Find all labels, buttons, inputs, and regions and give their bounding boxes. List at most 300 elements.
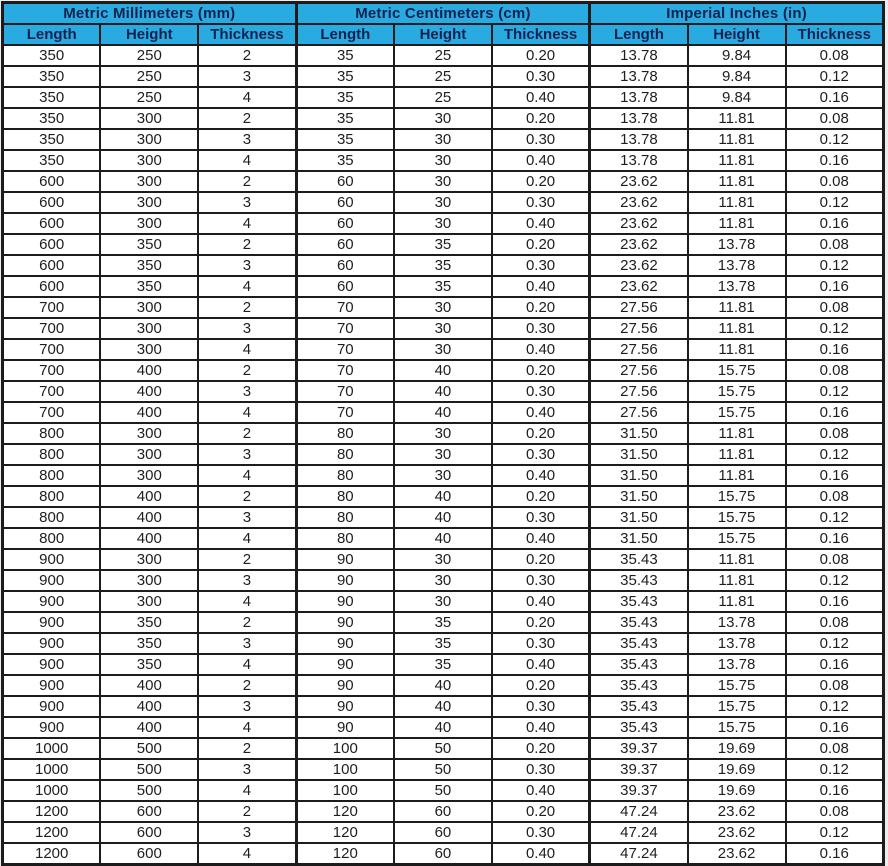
cell-in-thickness: 0.08 bbox=[786, 108, 884, 129]
table-row bbox=[3, 696, 884, 717]
cell-cm-thickness: 0.20 bbox=[492, 486, 590, 507]
cell-mm-length: 800 bbox=[3, 528, 101, 549]
cell-cm-length: 90 bbox=[296, 549, 394, 570]
column-header-in-length: Length bbox=[590, 24, 688, 45]
cell-in-length: 27.56 bbox=[590, 297, 688, 318]
cell-in-height: 9.84 bbox=[688, 45, 786, 66]
cell-in-thickness: 0.12 bbox=[786, 570, 884, 591]
cell-cm-thickness: 0.20 bbox=[492, 234, 590, 255]
cell-in-thickness: 0.12 bbox=[786, 318, 884, 339]
cell-cm-length: 80 bbox=[296, 444, 394, 465]
cell-in-thickness: 0.08 bbox=[786, 801, 884, 822]
cell-mm-length: 700 bbox=[3, 402, 101, 423]
cell-mm-length: 600 bbox=[3, 234, 101, 255]
cell-cm-height: 35 bbox=[394, 654, 492, 675]
cell-in-thickness: 0.08 bbox=[786, 549, 884, 570]
group-header-row bbox=[3, 3, 884, 25]
cell-in-thickness: 0.16 bbox=[786, 339, 884, 360]
cell-cm-thickness: 0.40 bbox=[492, 843, 590, 865]
table-row bbox=[3, 45, 884, 66]
cell-mm-height: 250 bbox=[100, 66, 198, 87]
cell-mm-thickness: 3 bbox=[198, 66, 296, 87]
cell-in-height: 13.78 bbox=[688, 276, 786, 297]
cell-cm-thickness: 0.30 bbox=[492, 444, 590, 465]
cell-cm-height: 50 bbox=[394, 738, 492, 759]
cell-in-height: 13.78 bbox=[688, 255, 786, 276]
table-row bbox=[3, 759, 884, 780]
cell-mm-height: 350 bbox=[100, 612, 198, 633]
cell-mm-thickness: 2 bbox=[198, 612, 296, 633]
cell-mm-height: 300 bbox=[100, 423, 198, 444]
column-header-in-thickness: Thickness bbox=[786, 24, 884, 45]
cell-cm-height: 30 bbox=[394, 591, 492, 612]
cell-mm-thickness: 2 bbox=[198, 297, 296, 318]
cell-in-length: 47.24 bbox=[590, 822, 688, 843]
cell-cm-length: 60 bbox=[296, 276, 394, 297]
cell-in-thickness: 0.12 bbox=[786, 255, 884, 276]
cell-mm-height: 350 bbox=[100, 255, 198, 276]
cell-in-length: 23.62 bbox=[590, 192, 688, 213]
cell-mm-length: 1200 bbox=[3, 822, 101, 843]
cell-cm-length: 70 bbox=[296, 318, 394, 339]
cell-cm-thickness: 0.20 bbox=[492, 108, 590, 129]
cell-mm-thickness: 3 bbox=[198, 444, 296, 465]
cell-in-height: 11.81 bbox=[688, 339, 786, 360]
cell-cm-thickness: 0.20 bbox=[492, 423, 590, 444]
cell-in-length: 27.56 bbox=[590, 318, 688, 339]
cell-cm-thickness: 0.40 bbox=[492, 654, 590, 675]
cell-in-height: 23.62 bbox=[688, 822, 786, 843]
cell-cm-length: 90 bbox=[296, 591, 394, 612]
cell-in-height: 15.75 bbox=[688, 507, 786, 528]
table-row bbox=[3, 717, 884, 738]
cell-mm-height: 300 bbox=[100, 297, 198, 318]
table-row bbox=[3, 87, 884, 108]
cell-in-height: 11.81 bbox=[688, 297, 786, 318]
cell-cm-thickness: 0.20 bbox=[492, 738, 590, 759]
cell-in-height: 23.62 bbox=[688, 801, 786, 822]
cell-cm-thickness: 0.30 bbox=[492, 192, 590, 213]
cell-in-length: 13.78 bbox=[590, 129, 688, 150]
cell-mm-thickness: 2 bbox=[198, 549, 296, 570]
cell-mm-height: 350 bbox=[100, 633, 198, 654]
table-row bbox=[3, 150, 884, 171]
cell-cm-length: 70 bbox=[296, 339, 394, 360]
cell-in-thickness: 0.16 bbox=[786, 213, 884, 234]
cell-mm-thickness: 4 bbox=[198, 213, 296, 234]
cell-mm-height: 300 bbox=[100, 108, 198, 129]
table-row bbox=[3, 465, 884, 486]
cell-mm-length: 350 bbox=[3, 129, 101, 150]
cell-in-thickness: 0.12 bbox=[786, 444, 884, 465]
cell-mm-thickness: 4 bbox=[198, 402, 296, 423]
cell-in-length: 23.62 bbox=[590, 234, 688, 255]
cell-in-thickness: 0.08 bbox=[786, 45, 884, 66]
column-header-cm-height: Height bbox=[394, 24, 492, 45]
cell-in-height: 11.81 bbox=[688, 171, 786, 192]
cell-cm-height: 30 bbox=[394, 171, 492, 192]
cell-mm-height: 600 bbox=[100, 843, 198, 865]
cell-mm-length: 350 bbox=[3, 150, 101, 171]
cell-cm-height: 40 bbox=[394, 360, 492, 381]
cell-in-height: 11.81 bbox=[688, 444, 786, 465]
cell-mm-length: 900 bbox=[3, 717, 101, 738]
cell-cm-thickness: 0.40 bbox=[492, 213, 590, 234]
cell-cm-height: 30 bbox=[394, 549, 492, 570]
cell-cm-length: 70 bbox=[296, 402, 394, 423]
cell-mm-length: 700 bbox=[3, 339, 101, 360]
cell-in-thickness: 0.12 bbox=[786, 759, 884, 780]
cell-mm-thickness: 4 bbox=[198, 528, 296, 549]
cell-mm-length: 600 bbox=[3, 192, 101, 213]
table-row bbox=[3, 444, 884, 465]
cell-mm-thickness: 4 bbox=[198, 339, 296, 360]
cell-cm-height: 30 bbox=[394, 108, 492, 129]
table-row bbox=[3, 486, 884, 507]
cell-cm-thickness: 0.40 bbox=[492, 528, 590, 549]
cell-mm-length: 900 bbox=[3, 675, 101, 696]
cell-in-thickness: 0.12 bbox=[786, 192, 884, 213]
cell-mm-thickness: 4 bbox=[198, 465, 296, 486]
cell-mm-thickness: 2 bbox=[198, 171, 296, 192]
cell-in-length: 23.62 bbox=[590, 276, 688, 297]
cell-mm-thickness: 2 bbox=[198, 423, 296, 444]
table-header bbox=[3, 3, 884, 46]
cell-cm-thickness: 0.40 bbox=[492, 339, 590, 360]
cell-mm-thickness: 4 bbox=[198, 150, 296, 171]
cell-cm-thickness: 0.30 bbox=[492, 66, 590, 87]
cell-mm-thickness: 3 bbox=[198, 633, 296, 654]
cell-in-length: 13.78 bbox=[590, 108, 688, 129]
cell-in-thickness: 0.16 bbox=[786, 528, 884, 549]
cell-cm-height: 35 bbox=[394, 234, 492, 255]
cell-cm-length: 90 bbox=[296, 633, 394, 654]
cell-cm-thickness: 0.20 bbox=[492, 171, 590, 192]
cell-mm-height: 300 bbox=[100, 465, 198, 486]
cell-in-thickness: 0.16 bbox=[786, 591, 884, 612]
table-row bbox=[3, 192, 884, 213]
cell-mm-height: 400 bbox=[100, 528, 198, 549]
cell-mm-height: 300 bbox=[100, 192, 198, 213]
cell-cm-length: 80 bbox=[296, 465, 394, 486]
cell-cm-length: 60 bbox=[296, 234, 394, 255]
cell-cm-length: 60 bbox=[296, 213, 394, 234]
column-header-in-height: Height bbox=[688, 24, 786, 45]
cell-in-thickness: 0.16 bbox=[786, 402, 884, 423]
cell-cm-height: 35 bbox=[394, 612, 492, 633]
cell-mm-height: 300 bbox=[100, 150, 198, 171]
table-row bbox=[3, 507, 884, 528]
cell-cm-thickness: 0.30 bbox=[492, 759, 590, 780]
table-row bbox=[3, 423, 884, 444]
cell-cm-thickness: 0.30 bbox=[492, 633, 590, 654]
table-row bbox=[3, 549, 884, 570]
cell-mm-thickness: 2 bbox=[198, 801, 296, 822]
cell-mm-thickness: 3 bbox=[198, 255, 296, 276]
cell-in-length: 47.24 bbox=[590, 801, 688, 822]
cell-in-height: 15.75 bbox=[688, 486, 786, 507]
table-row bbox=[3, 339, 884, 360]
column-header-mm-thickness: Thickness bbox=[198, 24, 296, 45]
cell-mm-thickness: 2 bbox=[198, 45, 296, 66]
cell-in-height: 11.81 bbox=[688, 108, 786, 129]
cell-mm-height: 300 bbox=[100, 444, 198, 465]
cell-mm-thickness: 4 bbox=[198, 87, 296, 108]
cell-in-length: 35.43 bbox=[590, 717, 688, 738]
table-row bbox=[3, 822, 884, 843]
cell-mm-length: 1000 bbox=[3, 759, 101, 780]
cell-cm-length: 35 bbox=[296, 87, 394, 108]
cell-mm-length: 800 bbox=[3, 507, 101, 528]
cell-in-height: 15.75 bbox=[688, 528, 786, 549]
cell-cm-thickness: 0.20 bbox=[492, 549, 590, 570]
cell-mm-thickness: 2 bbox=[198, 234, 296, 255]
cell-cm-thickness: 0.40 bbox=[492, 780, 590, 801]
cell-in-height: 13.78 bbox=[688, 654, 786, 675]
cell-in-length: 35.43 bbox=[590, 633, 688, 654]
cell-in-thickness: 0.16 bbox=[786, 843, 884, 865]
cell-in-length: 31.50 bbox=[590, 486, 688, 507]
cell-cm-length: 80 bbox=[296, 486, 394, 507]
size-conversion-table bbox=[1, 1, 885, 866]
cell-in-length: 39.37 bbox=[590, 759, 688, 780]
table-row bbox=[3, 633, 884, 654]
cell-cm-thickness: 0.20 bbox=[492, 801, 590, 822]
cell-in-thickness: 0.16 bbox=[786, 654, 884, 675]
cell-mm-length: 700 bbox=[3, 297, 101, 318]
cell-cm-length: 90 bbox=[296, 696, 394, 717]
cell-in-thickness: 0.08 bbox=[786, 675, 884, 696]
cell-cm-height: 30 bbox=[394, 423, 492, 444]
cell-in-thickness: 0.12 bbox=[786, 381, 884, 402]
cell-cm-thickness: 0.30 bbox=[492, 822, 590, 843]
cell-in-length: 27.56 bbox=[590, 360, 688, 381]
cell-in-height: 19.69 bbox=[688, 780, 786, 801]
cell-in-length: 13.78 bbox=[590, 87, 688, 108]
cell-mm-thickness: 3 bbox=[198, 318, 296, 339]
cell-cm-height: 35 bbox=[394, 255, 492, 276]
table-row bbox=[3, 675, 884, 696]
cell-cm-height: 30 bbox=[394, 465, 492, 486]
cell-mm-thickness: 2 bbox=[198, 486, 296, 507]
cell-cm-length: 60 bbox=[296, 192, 394, 213]
cell-mm-length: 900 bbox=[3, 570, 101, 591]
cell-mm-thickness: 4 bbox=[198, 843, 296, 865]
cell-cm-thickness: 0.40 bbox=[492, 591, 590, 612]
cell-cm-length: 70 bbox=[296, 360, 394, 381]
cell-cm-length: 100 bbox=[296, 738, 394, 759]
cell-mm-height: 300 bbox=[100, 591, 198, 612]
cell-cm-length: 80 bbox=[296, 507, 394, 528]
table-row bbox=[3, 780, 884, 801]
table-row bbox=[3, 213, 884, 234]
cell-in-length: 31.50 bbox=[590, 444, 688, 465]
table-row bbox=[3, 528, 884, 549]
cell-cm-height: 60 bbox=[394, 801, 492, 822]
cell-mm-height: 350 bbox=[100, 654, 198, 675]
cell-in-thickness: 0.08 bbox=[786, 738, 884, 759]
table-row bbox=[3, 591, 884, 612]
cell-in-length: 35.43 bbox=[590, 570, 688, 591]
cell-in-thickness: 0.12 bbox=[786, 822, 884, 843]
cell-in-length: 35.43 bbox=[590, 675, 688, 696]
cell-mm-height: 600 bbox=[100, 801, 198, 822]
cell-cm-length: 35 bbox=[296, 129, 394, 150]
table-row bbox=[3, 108, 884, 129]
cell-cm-thickness: 0.30 bbox=[492, 507, 590, 528]
cell-in-length: 31.50 bbox=[590, 507, 688, 528]
cell-mm-length: 800 bbox=[3, 465, 101, 486]
cell-in-length: 35.43 bbox=[590, 696, 688, 717]
table-row bbox=[3, 297, 884, 318]
cell-in-length: 35.43 bbox=[590, 654, 688, 675]
column-header-mm-height: Height bbox=[100, 24, 198, 45]
cell-in-thickness: 0.16 bbox=[786, 717, 884, 738]
column-header-mm-length: Length bbox=[3, 24, 101, 45]
cell-in-thickness: 0.16 bbox=[786, 276, 884, 297]
cell-cm-length: 100 bbox=[296, 759, 394, 780]
cell-in-thickness: 0.16 bbox=[786, 780, 884, 801]
cell-in-height: 15.75 bbox=[688, 675, 786, 696]
cell-mm-thickness: 3 bbox=[198, 507, 296, 528]
cell-mm-thickness: 4 bbox=[198, 276, 296, 297]
cell-cm-height: 40 bbox=[394, 381, 492, 402]
cell-in-thickness: 0.12 bbox=[786, 633, 884, 654]
cell-in-height: 15.75 bbox=[688, 717, 786, 738]
cell-mm-length: 350 bbox=[3, 45, 101, 66]
cell-cm-thickness: 0.20 bbox=[492, 297, 590, 318]
cell-cm-height: 35 bbox=[394, 633, 492, 654]
cell-in-length: 31.50 bbox=[590, 528, 688, 549]
cell-cm-height: 30 bbox=[394, 150, 492, 171]
cell-mm-thickness: 4 bbox=[198, 654, 296, 675]
table-row bbox=[3, 402, 884, 423]
cell-cm-length: 90 bbox=[296, 612, 394, 633]
cell-in-height: 15.75 bbox=[688, 360, 786, 381]
cell-cm-height: 30 bbox=[394, 339, 492, 360]
cell-in-length: 27.56 bbox=[590, 381, 688, 402]
cell-mm-height: 350 bbox=[100, 276, 198, 297]
cell-in-height: 19.69 bbox=[688, 759, 786, 780]
cell-in-height: 11.81 bbox=[688, 465, 786, 486]
cell-mm-thickness: 3 bbox=[198, 696, 296, 717]
table-row bbox=[3, 801, 884, 822]
cell-in-height: 13.78 bbox=[688, 633, 786, 654]
cell-cm-thickness: 0.40 bbox=[492, 402, 590, 423]
cell-mm-length: 900 bbox=[3, 612, 101, 633]
table-row bbox=[3, 234, 884, 255]
cell-cm-height: 40 bbox=[394, 717, 492, 738]
cell-in-height: 23.62 bbox=[688, 843, 786, 865]
cell-cm-thickness: 0.20 bbox=[492, 360, 590, 381]
cell-in-height: 13.78 bbox=[688, 234, 786, 255]
cell-cm-length: 120 bbox=[296, 843, 394, 865]
cell-in-height: 9.84 bbox=[688, 87, 786, 108]
cell-cm-thickness: 0.40 bbox=[492, 276, 590, 297]
cell-cm-length: 90 bbox=[296, 654, 394, 675]
cell-in-thickness: 0.16 bbox=[786, 465, 884, 486]
cell-mm-length: 900 bbox=[3, 549, 101, 570]
cell-mm-length: 350 bbox=[3, 108, 101, 129]
cell-in-length: 27.56 bbox=[590, 402, 688, 423]
cell-mm-length: 1000 bbox=[3, 738, 101, 759]
cell-in-height: 15.75 bbox=[688, 696, 786, 717]
cell-cm-height: 60 bbox=[394, 822, 492, 843]
cell-cm-length: 35 bbox=[296, 66, 394, 87]
table-row bbox=[3, 276, 884, 297]
table-row bbox=[3, 129, 884, 150]
cell-in-length: 39.37 bbox=[590, 780, 688, 801]
cell-mm-height: 500 bbox=[100, 759, 198, 780]
cell-cm-length: 80 bbox=[296, 528, 394, 549]
cell-in-length: 35.43 bbox=[590, 549, 688, 570]
cell-cm-height: 30 bbox=[394, 213, 492, 234]
cell-cm-height: 60 bbox=[394, 843, 492, 865]
cell-mm-length: 1000 bbox=[3, 780, 101, 801]
cell-in-length: 13.78 bbox=[590, 150, 688, 171]
cell-mm-length: 800 bbox=[3, 444, 101, 465]
cell-cm-thickness: 0.20 bbox=[492, 675, 590, 696]
cell-cm-height: 35 bbox=[394, 276, 492, 297]
column-header-cm-length: Length bbox=[296, 24, 394, 45]
cell-cm-height: 40 bbox=[394, 528, 492, 549]
table-row bbox=[3, 255, 884, 276]
cell-mm-length: 800 bbox=[3, 423, 101, 444]
cell-in-length: 23.62 bbox=[590, 213, 688, 234]
cell-mm-length: 700 bbox=[3, 381, 101, 402]
cell-mm-height: 300 bbox=[100, 549, 198, 570]
cell-in-length: 31.50 bbox=[590, 465, 688, 486]
cell-cm-length: 120 bbox=[296, 822, 394, 843]
cell-cm-thickness: 0.30 bbox=[492, 318, 590, 339]
cell-cm-length: 90 bbox=[296, 570, 394, 591]
cell-cm-length: 80 bbox=[296, 423, 394, 444]
cell-in-height: 11.81 bbox=[688, 570, 786, 591]
cell-mm-length: 600 bbox=[3, 255, 101, 276]
cell-in-height: 11.81 bbox=[688, 549, 786, 570]
cell-cm-thickness: 0.40 bbox=[492, 717, 590, 738]
cell-mm-height: 400 bbox=[100, 507, 198, 528]
cell-cm-height: 25 bbox=[394, 45, 492, 66]
cell-in-thickness: 0.16 bbox=[786, 150, 884, 171]
table-row bbox=[3, 612, 884, 633]
cell-in-thickness: 0.08 bbox=[786, 612, 884, 633]
cell-cm-length: 60 bbox=[296, 171, 394, 192]
cell-cm-height: 30 bbox=[394, 129, 492, 150]
cell-mm-thickness: 3 bbox=[198, 759, 296, 780]
table-row bbox=[3, 570, 884, 591]
cell-mm-height: 300 bbox=[100, 318, 198, 339]
cell-in-thickness: 0.12 bbox=[786, 66, 884, 87]
cell-in-length: 13.78 bbox=[590, 66, 688, 87]
cell-mm-length: 700 bbox=[3, 318, 101, 339]
cell-mm-height: 500 bbox=[100, 738, 198, 759]
cell-cm-height: 25 bbox=[394, 66, 492, 87]
cell-mm-length: 1200 bbox=[3, 801, 101, 822]
cell-in-height: 19.69 bbox=[688, 738, 786, 759]
cell-mm-thickness: 2 bbox=[198, 675, 296, 696]
cell-cm-length: 70 bbox=[296, 297, 394, 318]
cell-mm-length: 700 bbox=[3, 360, 101, 381]
cell-mm-thickness: 3 bbox=[198, 822, 296, 843]
cell-in-thickness: 0.08 bbox=[786, 171, 884, 192]
cell-cm-length: 35 bbox=[296, 150, 394, 171]
cell-in-thickness: 0.08 bbox=[786, 486, 884, 507]
cell-in-length: 35.43 bbox=[590, 591, 688, 612]
table-row bbox=[3, 381, 884, 402]
cell-mm-height: 250 bbox=[100, 87, 198, 108]
cell-cm-height: 40 bbox=[394, 507, 492, 528]
